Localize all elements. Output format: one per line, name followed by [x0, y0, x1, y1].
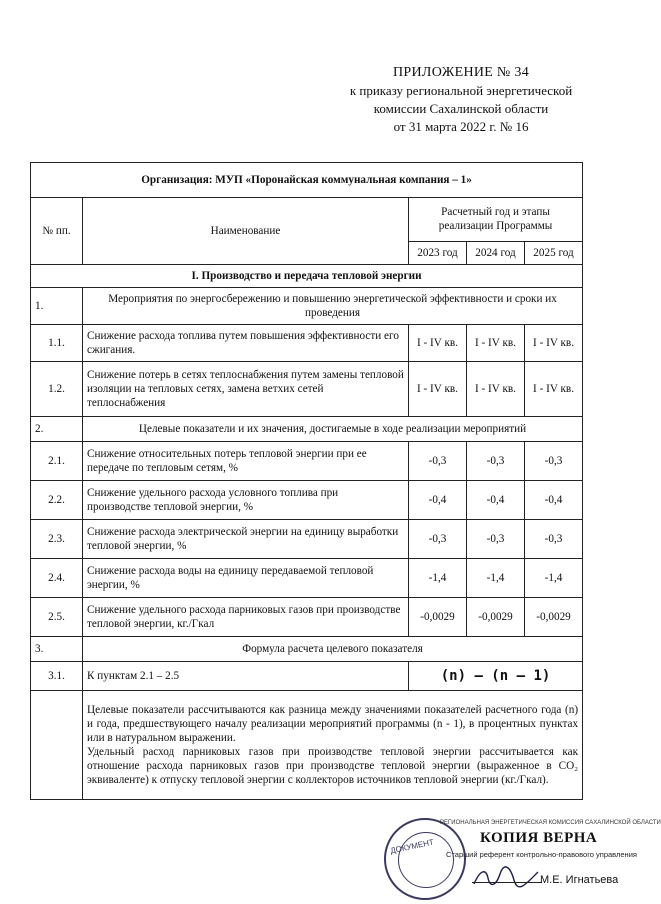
row-name: Снижение расхода воды на единицу передаваемой тепловой энергии, % — [83, 559, 409, 598]
row-number: 1.1. — [31, 325, 83, 362]
signer-name: М.Е. Игнатьева — [540, 874, 619, 886]
document-header — [300, 64, 622, 136]
row-value-2024: I - IV кв. — [467, 325, 525, 362]
year-2023: 2023 год — [409, 241, 467, 264]
row-name: Снижение относительных потерь тепловой энергии при ее передаче по тепловым сетям, % — [83, 442, 409, 481]
row-value-2024: -0,0029 — [467, 598, 525, 637]
copy-verified-label: КОПИЯ ВЕРНА — [480, 830, 598, 846]
group-number: 3. — [31, 637, 83, 662]
table-row — [31, 442, 583, 481]
row-number: 2.5. — [31, 598, 83, 637]
row-value-2025: I - IV кв. — [525, 362, 583, 417]
note-paragraph-1: Целевые показатели рассчитываются как разница между значениями показателей расчетного года (n) и года, предшествующего началу реализации мероприятий программы (n - 1), в процентных пунктах или в натуральном выражении. — [87, 704, 579, 744]
row-value-2023: I - IV кв. — [409, 325, 467, 362]
group-row — [31, 637, 583, 662]
round-seal — [384, 818, 466, 900]
row-value-2023: -0,0029 — [409, 598, 467, 637]
row-number: 2.2. — [31, 481, 83, 520]
row-number: 2.1. — [31, 442, 83, 481]
organization-name: Организация: МУП «Поронайская коммунальная компания – 1» — [31, 163, 583, 198]
appendix-title: ПРИЛОЖЕНИЕ № 34 — [393, 65, 529, 80]
year-2025: 2025 год — [525, 241, 583, 264]
row-name: Снижение расхода электрической энергии на единицу выработки тепловой энергии, % — [83, 520, 409, 559]
stamp-organization: РЕГИОНАЛЬНАЯ ЭНЕРГЕТИЧЕСКАЯ КОМИССИЯ САХАЛИНСКОЙ ОБЛАСТИ — [440, 820, 661, 826]
notes-empty-cell — [31, 691, 83, 800]
row-value-2023: -0,3 — [409, 442, 467, 481]
table-row — [31, 520, 583, 559]
program-table — [30, 162, 583, 800]
header-row — [31, 198, 583, 242]
header-line-1: к приказу региональной энергетической — [349, 83, 573, 98]
year-2024: 2024 год — [467, 241, 525, 264]
row-name: Снижение удельного расхода парниковых газов при производстве тепловой энергии, кг./Гкал — [83, 598, 409, 637]
notes-row — [31, 691, 583, 800]
signature-icon — [470, 864, 542, 890]
row-name: Снижение расхода топлива путем повышения эффективности его сжигания. — [83, 325, 409, 362]
row-number: 1.2. — [31, 362, 83, 417]
row-value-2025: -0,3 — [525, 442, 583, 481]
section-row — [31, 265, 583, 288]
seal-text: ДОКУМЕНТ — [389, 837, 435, 856]
row-value-2024: -0,4 — [467, 481, 525, 520]
table-row — [31, 559, 583, 598]
table-row — [31, 325, 583, 362]
note-paragraph-2: Удельный расход парниковых газов при производстве тепловой энергии рассчитывается как отношение расхода парниковых газов при производстве тепловой энергии (выраженное в CO₂ эквиваленте) к отпуску тепловой энергии с коллекторов источников тепловой энергии (кг./Гкал). — [87, 746, 579, 786]
row-value-2023: -0,3 — [409, 520, 467, 559]
row-name: К пунктам 2.1 – 2.5 — [83, 662, 409, 691]
col-name-header: Наименование — [83, 198, 409, 265]
formula: (n) – (n – 1) — [409, 662, 583, 691]
group-title: Формула расчета целевого показателя — [83, 637, 583, 662]
row-value-2025: I - IV кв. — [525, 325, 583, 362]
col-period-header: Расчетный год и этапы реализации Программы — [409, 198, 583, 242]
formula-row — [31, 662, 583, 691]
notes-text — [83, 691, 583, 800]
group-number: 1. — [31, 288, 83, 325]
group-row — [31, 288, 583, 325]
group-number: 2. — [31, 417, 83, 442]
row-value-2025: -1,4 — [525, 559, 583, 598]
certification-stamp — [380, 812, 661, 904]
row-name: Снижение потерь в сетях теплоснабжения путем замены тепловой изоляции на тепловых сетях, замена ветхих сетей теплоснабжения — [83, 362, 409, 417]
row-value-2024: -0,3 — [467, 442, 525, 481]
row-number: 3.1. — [31, 662, 83, 691]
row-number: 2.3. — [31, 520, 83, 559]
row-value-2025: -0,0029 — [525, 598, 583, 637]
row-value-2023: I - IV кв. — [409, 362, 467, 417]
group-title: Целевые показатели и их значения, достигаемые в ходе реализации мероприятий — [83, 417, 583, 442]
header-line-2: комиссии Сахалинской области — [373, 101, 549, 116]
table-row — [31, 598, 583, 637]
row-value-2024: I - IV кв. — [467, 362, 525, 417]
table-row — [31, 481, 583, 520]
row-number: 2.4. — [31, 559, 83, 598]
group-row — [31, 417, 583, 442]
row-value-2024: -1,4 — [467, 559, 525, 598]
group-title: Мероприятия по энергосбережению и повышению энергетической эффективности и сроки их проведения — [83, 288, 583, 325]
col-num-header: № пп. — [31, 198, 83, 265]
section-title: I. Производство и передача тепловой энергии — [31, 265, 583, 288]
organization-row — [31, 163, 583, 198]
row-value-2025: -0,4 — [525, 481, 583, 520]
row-value-2023: -1,4 — [409, 559, 467, 598]
header-line-3: от 31 марта 2022 г. № 16 — [393, 119, 529, 134]
stamp-department: Старший референт контрольно-правового управления — [446, 850, 637, 859]
signature-line — [472, 882, 542, 883]
row-name: Снижение удельного расхода условного топлива при производстве тепловой энергии, % — [83, 481, 409, 520]
row-value-2025: -0,3 — [525, 520, 583, 559]
row-value-2024: -0,3 — [467, 520, 525, 559]
table-row — [31, 362, 583, 417]
row-value-2023: -0,4 — [409, 481, 467, 520]
